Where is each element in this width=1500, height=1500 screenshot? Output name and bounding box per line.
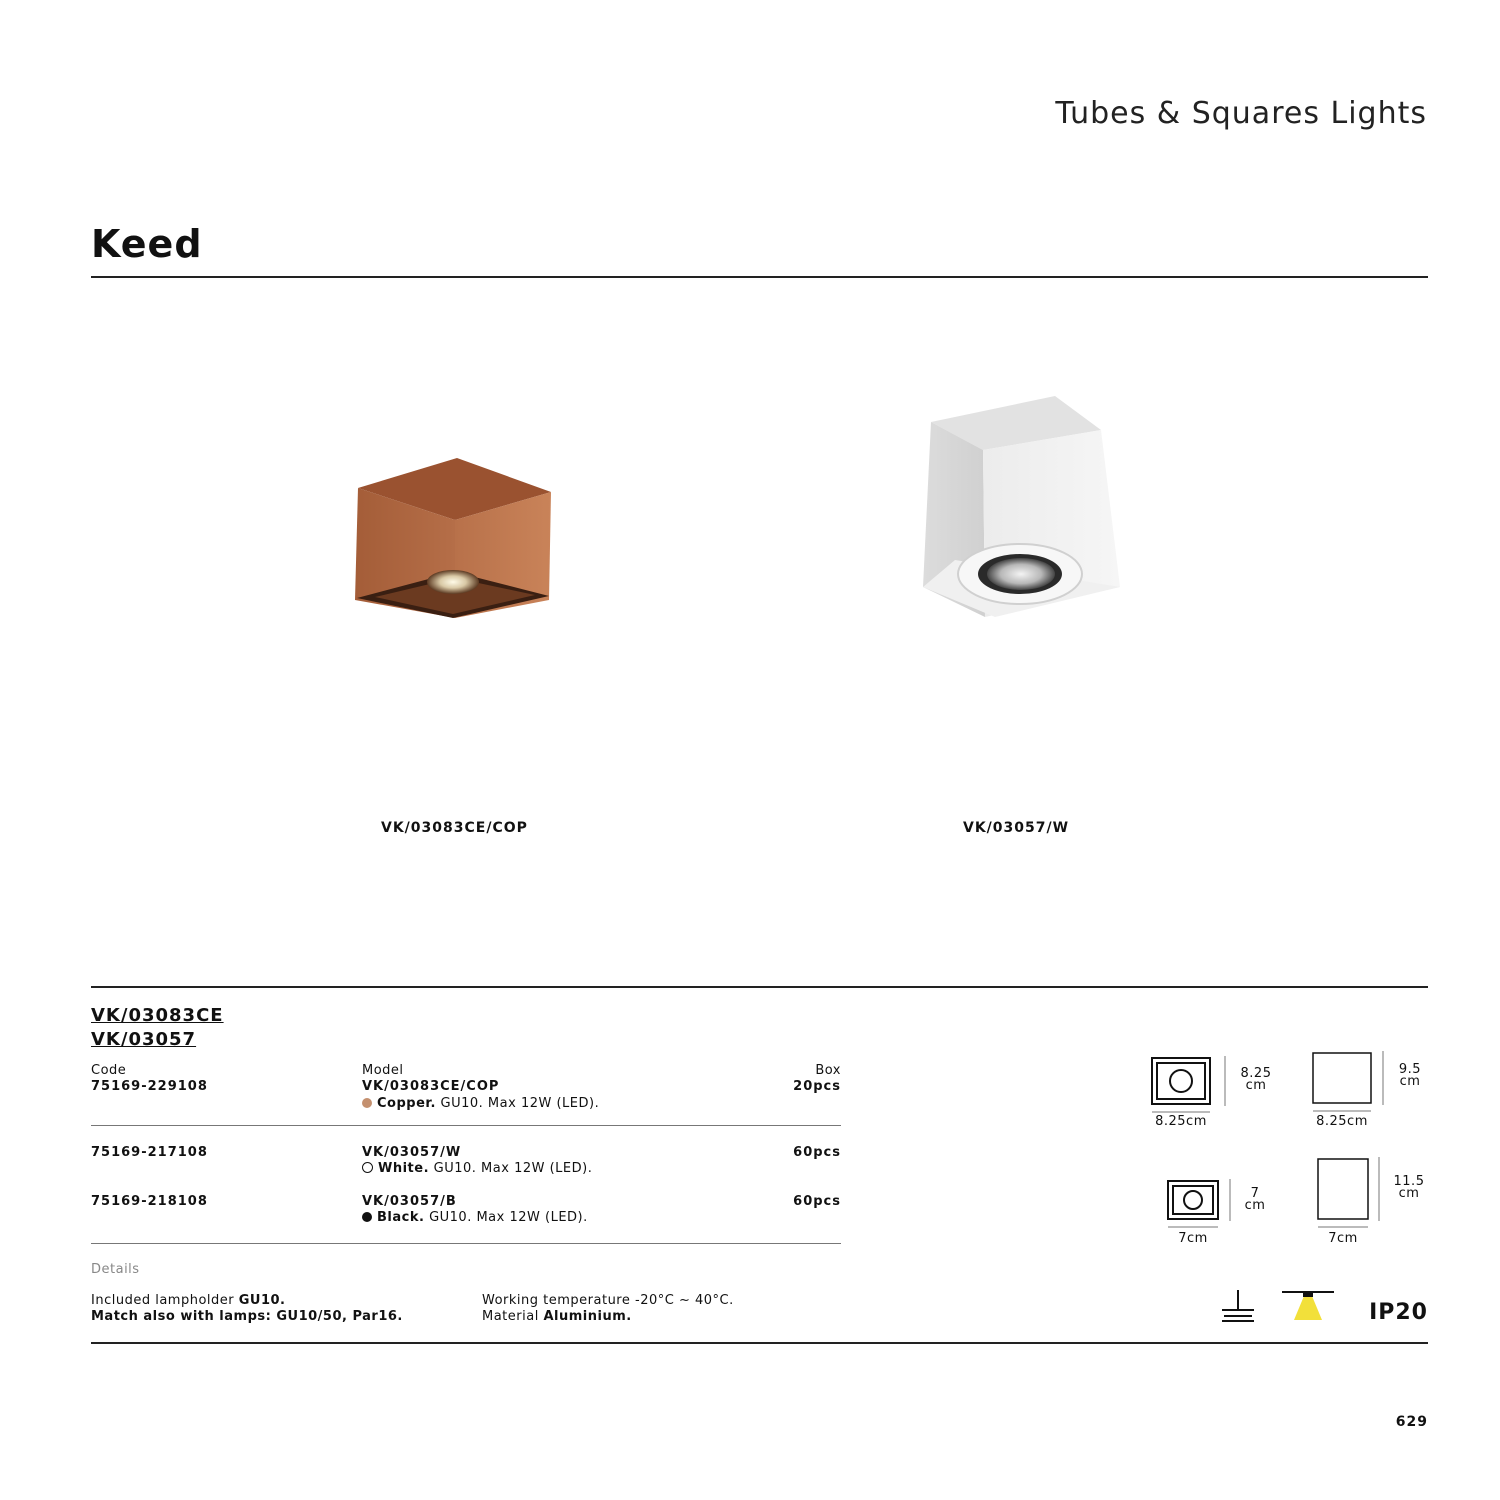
dimension-value: 8.25: [1240, 1066, 1272, 1081]
color-name: White.: [378, 1161, 430, 1176]
details-text: Included lampholder: [91, 1293, 239, 1308]
product-caption: VK/03057/W: [963, 820, 1070, 836]
dimension-label: 7cm: [1178, 1231, 1208, 1246]
details-text: GU10.: [238, 1293, 286, 1308]
details-text: Working temperature -20°C ~ 40°C.: [482, 1293, 734, 1308]
front-view-diagram-icon: [1148, 1054, 1238, 1116]
dimension-unit: cm: [1244, 1198, 1266, 1213]
table-row-code: 75169-218108: [91, 1194, 208, 1209]
page-number: 629: [1395, 1414, 1428, 1430]
table-row-model: VK/03083CE/COP: [362, 1079, 500, 1094]
row-divider: [91, 1243, 841, 1244]
model-heading: VK/03083CE: [91, 1005, 224, 1026]
side-view-diagram-icon: [1312, 1154, 1388, 1232]
lamp-spec: GU10. Max 12W (LED).: [424, 1210, 588, 1225]
dimension-unit: cm: [1398, 1186, 1420, 1201]
white-light-image: [915, 392, 1135, 627]
dimension-label: [1386, 1176, 1432, 1200]
details-right: [482, 1293, 734, 1325]
dimension-label: 8.25cm: [1316, 1114, 1368, 1129]
section-title: Tubes & Squares Lights: [1055, 96, 1427, 131]
column-code-label: Code: [91, 1063, 127, 1078]
ceiling-downlight-icon: [1280, 1288, 1336, 1324]
table-row-box: 20pcs: [793, 1079, 841, 1094]
dimension-label: 7cm: [1328, 1231, 1358, 1246]
ground-symbol-icon: [1218, 1288, 1258, 1324]
dimension-value: 7: [1250, 1186, 1260, 1201]
lamp-spec: GU10. Max 12W (LED).: [435, 1096, 600, 1111]
side-view-diagram-icon: [1308, 1048, 1392, 1116]
lamp-spec: GU10. Max 12W (LED).: [429, 1161, 593, 1176]
column-box-label: Box: [815, 1063, 841, 1078]
spec-rule: [91, 986, 1428, 988]
table-row-model: VK/03057/B: [362, 1194, 457, 1209]
product-caption: VK/03083CE/COP: [381, 820, 528, 836]
copper-light-image: [345, 450, 565, 630]
dimension-value: 9.5: [1398, 1062, 1422, 1077]
details-text: Material: [482, 1309, 544, 1324]
model-heading: VK/03057: [91, 1029, 197, 1050]
dimension-label: [1236, 1188, 1274, 1212]
details-text: Aluminium.: [543, 1309, 632, 1324]
white-swatch-icon: [362, 1162, 373, 1173]
ip-rating: IP20: [1369, 1300, 1428, 1325]
table-row-description: [362, 1210, 588, 1225]
table-row-description: [362, 1096, 599, 1111]
front-view-diagram-icon: [1164, 1176, 1244, 1232]
details-text: Match also with lamps: GU10/50, Par16.: [91, 1309, 403, 1324]
dimension-unit: cm: [1245, 1078, 1267, 1093]
table-row-code: 75169-229108: [91, 1079, 208, 1094]
dimension-label: [1233, 1068, 1279, 1092]
table-row-box: 60pcs: [793, 1194, 841, 1209]
footer-rule: [91, 1342, 1428, 1344]
dimension-unit: cm: [1399, 1074, 1421, 1089]
copper-swatch-icon: [362, 1098, 372, 1108]
black-swatch-icon: [362, 1212, 372, 1222]
header-rule: [91, 276, 1428, 278]
row-divider: [91, 1125, 841, 1126]
column-model-label: Model: [362, 1063, 404, 1078]
dimension-value: 11.5: [1393, 1174, 1425, 1189]
dimension-label: 8.25cm: [1155, 1114, 1207, 1129]
table-row-model: VK/03057/W: [362, 1145, 462, 1160]
color-name: Black.: [377, 1210, 425, 1225]
details-left: [91, 1293, 403, 1325]
color-name: Copper.: [377, 1096, 436, 1111]
product-name: Keed: [91, 222, 203, 266]
details-label: Details: [91, 1262, 140, 1277]
table-row-box: 60pcs: [793, 1145, 841, 1160]
dimension-label: [1389, 1064, 1431, 1088]
table-row-code: 75169-217108: [91, 1145, 208, 1160]
table-row-description: [362, 1161, 592, 1176]
